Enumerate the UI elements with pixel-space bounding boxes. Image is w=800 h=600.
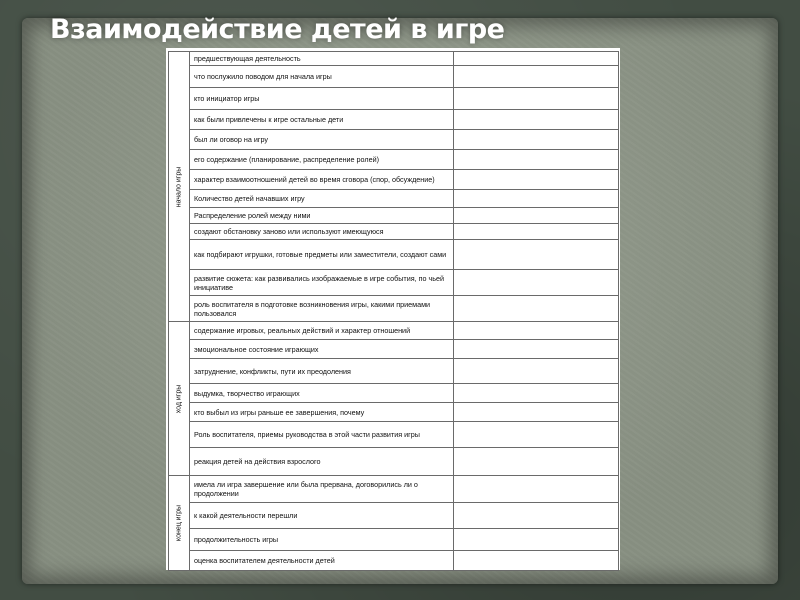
row-value-cell — [454, 224, 619, 240]
row-value-cell — [454, 110, 619, 130]
table-row — [169, 296, 619, 322]
row-value-cell — [454, 88, 619, 110]
row-value-cell — [454, 384, 619, 403]
row-label: роль воспитателя в подготовке возникновения игры, какими приемами пользовался — [190, 296, 454, 322]
row-value-cell — [454, 322, 619, 340]
row-label: оценка воспитателем деятельности детей — [190, 551, 454, 571]
table-row — [169, 170, 619, 190]
table-row — [169, 322, 619, 340]
row-label: Количество детей начавших игру — [190, 190, 454, 208]
row-label: создают обстановку заново или используют имеющуюся — [190, 224, 454, 240]
table-row — [169, 384, 619, 403]
row-label: что послужило поводом для начала игры — [190, 66, 454, 88]
row-value-cell — [454, 551, 619, 571]
row-label: затруднение, конфликты, пути их преодоления — [190, 359, 454, 384]
row-value-cell — [454, 240, 619, 270]
row-value-cell — [454, 150, 619, 170]
row-label: кто выбыл из игры раньше ее завершения, почему — [190, 403, 454, 422]
table-row — [169, 529, 619, 551]
table-row — [169, 340, 619, 359]
row-value-cell — [454, 448, 619, 476]
row-label: развитие сюжета: как развивались изображаемые в игре события, по чьей инициативе — [190, 270, 454, 296]
row-value-cell — [454, 66, 619, 88]
row-value-cell — [454, 208, 619, 224]
section-label-start: начало игры — [169, 52, 190, 322]
table-row — [169, 150, 619, 170]
row-value-cell — [454, 503, 619, 529]
row-label: продолжительность игры — [190, 529, 454, 551]
section-label-end: конец игры — [169, 476, 190, 571]
table-row — [169, 503, 619, 529]
row-label: содержание игровых, реальных действий и характер отношений — [190, 322, 454, 340]
row-label: Распределение ролей между ними — [190, 208, 454, 224]
row-value-cell — [454, 359, 619, 384]
table-row — [169, 403, 619, 422]
row-label: как подбирают игрушки, готовые предметы или заместители, создают сами — [190, 240, 454, 270]
row-value-cell — [454, 476, 619, 503]
table-row — [169, 359, 619, 384]
row-value-cell — [454, 529, 619, 551]
table-row — [169, 208, 619, 224]
row-label: кто инициатор игры — [190, 88, 454, 110]
row-label: характер взаимоотношений детей во время сговора (спор, обсуждение) — [190, 170, 454, 190]
row-value-cell — [454, 170, 619, 190]
row-label: реакция детей на действия взрослого — [190, 448, 454, 476]
row-label: был ли оговор на игру — [190, 130, 454, 150]
table-row — [169, 422, 619, 448]
row-value-cell — [454, 130, 619, 150]
row-label: предшествующая деятельность — [190, 52, 454, 66]
table-row — [169, 224, 619, 240]
row-value-cell — [454, 296, 619, 322]
table-row — [169, 240, 619, 270]
row-value-cell — [454, 403, 619, 422]
table-row — [169, 476, 619, 503]
row-label: имела ли игра завершение или была прервана, договорились ли о продолжении — [190, 476, 454, 503]
row-label: Роль воспитателя, приемы руководства в этой части развития игры — [190, 422, 454, 448]
observation-table — [168, 51, 619, 571]
row-label: выдумка, творчество играющих — [190, 384, 454, 403]
row-label: к какой деятельности перешли — [190, 503, 454, 529]
table-row — [169, 270, 619, 296]
table-row — [169, 551, 619, 571]
table-row — [169, 448, 619, 476]
row-label: эмоциональное состояние играющих — [190, 340, 454, 359]
row-value-cell — [454, 270, 619, 296]
row-value-cell — [454, 422, 619, 448]
table-row — [169, 130, 619, 150]
row-value-cell — [454, 52, 619, 66]
row-label: как были привлечены к игре остальные дети — [190, 110, 454, 130]
row-label: его содержание (планирование, распределение ролей) — [190, 150, 454, 170]
row-value-cell — [454, 340, 619, 359]
slide-title: Взаимодействие детей в игре — [50, 14, 505, 45]
table-row — [169, 66, 619, 88]
section-label-progress: ход игры — [169, 322, 190, 476]
row-value-cell — [454, 190, 619, 208]
table-row — [169, 190, 619, 208]
table-row — [169, 52, 619, 66]
table-row — [169, 110, 619, 130]
table-row — [169, 88, 619, 110]
